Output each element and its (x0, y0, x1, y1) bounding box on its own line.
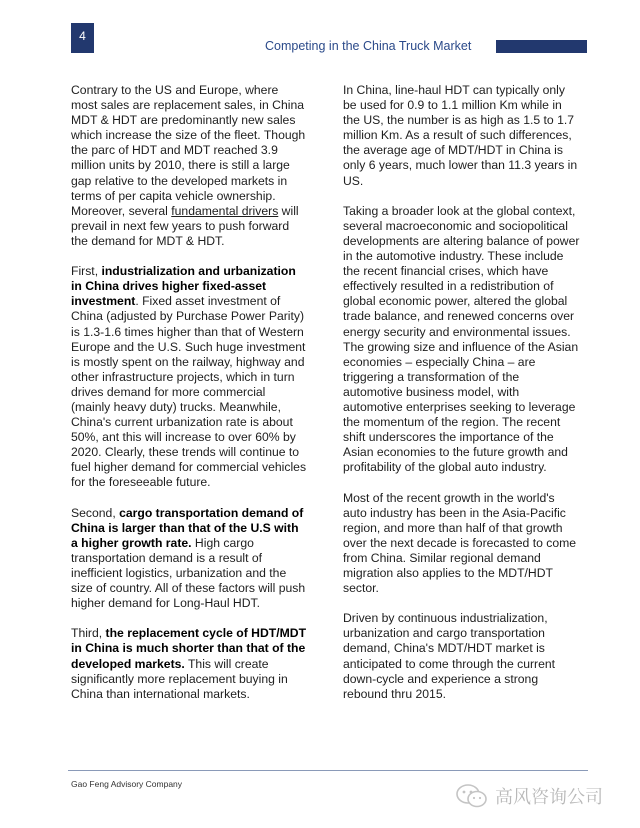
left-column (71, 83, 307, 717)
text-run: First, (71, 264, 102, 279)
watermark-text: 高风咨询公司 (495, 787, 603, 807)
text-run: Contrary to the US and Europe, where most sales are replacement sales, in China MDT & HDT are predominantly new sales which increase the size of the fleet. Though the parc of HDT and MDT reached 3.9 million units by 2010, there is still a large gap relative to the developed markets in terms of per capita vehicle ownership. Moreover, several (71, 83, 306, 218)
page-number: 4 (79, 29, 86, 43)
watermark (455, 783, 603, 809)
text-run: Second, (71, 505, 120, 520)
right-column (343, 83, 581, 717)
right-paragraph-1: In China, line-haul HDT can typically only be used for 0.9 to 1.1 million Km while in the US, the number is as high as 1.5 to 1.7 million Km. As a result of such differences, the average age of MDT/HDT in China is only 6 years, much lower than 11.3 years in US. (343, 83, 578, 188)
bold-run: the replacement cycle of HDT/MDT in China is much shorter than that of the developed markets. (71, 626, 307, 671)
page-number-badge (71, 23, 94, 53)
left-paragraph-1 (71, 83, 307, 249)
header-title: Competing in the China Truck Market (265, 39, 472, 53)
footer-company: Gao Feng Advisory Company (71, 779, 183, 789)
bold-run: cargo transportation demand of China is larger than that of the U.S with a higher growth rate. (71, 505, 304, 550)
left-paragraph-4 (71, 626, 307, 701)
left-paragraph-2 (71, 264, 307, 490)
footer-divider (68, 770, 588, 771)
bold-run: industrialization and urbanization in China drives higher fixed-asset investment (71, 264, 296, 309)
text-run: . Fixed asset investment of China (adjusted by Purchase Power Parity) is 1.3-1.6 times higher than that of Western Europe and the U.S. Such huge investment is mostly spent on the railway, highway and other infrastructure projects, which in turn drives demand for more commercial (mainly heavy duty) trucks. Meanwhile, China's current urbanization rate is about 50%, ant this will increase to over 60% by 2020. Clearly, these trends will continue to fuel higher demand for commercial vehicles for the foreseeable future. (71, 294, 307, 490)
text-run: This will create significantly more replacement buying in China than international markets. (71, 656, 288, 701)
left-paragraph-3 (71, 506, 307, 612)
text-run: Third, (71, 626, 106, 641)
text-run: High cargo transportation demand is a result of inefficient logistics, urbanization and the size of country. All of these factors will push higher demand for Long-Haul HDT. (71, 535, 306, 611)
right-paragraph-3: Most of the recent growth in the world's auto industry has been in the Asia-Pacific region, and more than half of that growth over the next decade is forecasted to come from China. Similar regional demand migration also applies to the MDT/HDT sector. (343, 490, 577, 596)
text-run: will prevail in next few years to push forward the demand for MDT & HDT. (71, 203, 299, 248)
right-paragraph-4: Driven by continuous industrialization, urbanization and cargo transportation demand, China's MDT/HDT market is anticipated to come through the current down-cycle and experience a strong rebound thru 2015. (343, 611, 556, 701)
wechat-icon (455, 783, 489, 809)
right-paragraph-2: Taking a broader look at the global context, several macroeconomic and sociopolitical developments are altering balance of power in the automotive industry. These include the recent financial crises, which have effectively resulted in a redistribution of global economic power, altered the global trade balance, and renewed concerns over energy security and environmental issues. The growing size and influence of the Asian economies – especially China – are triggering a transformation of the automotive business model, with automotive enterprises seeking to leverage the momentum of the region. The recent shift underscores the importance of the Asian economies to the future growth and profitability of the global auto industry. (343, 203, 580, 475)
header-accent-bar (496, 40, 587, 53)
fundamental-drivers-link[interactable]: fundamental drivers (171, 203, 279, 218)
